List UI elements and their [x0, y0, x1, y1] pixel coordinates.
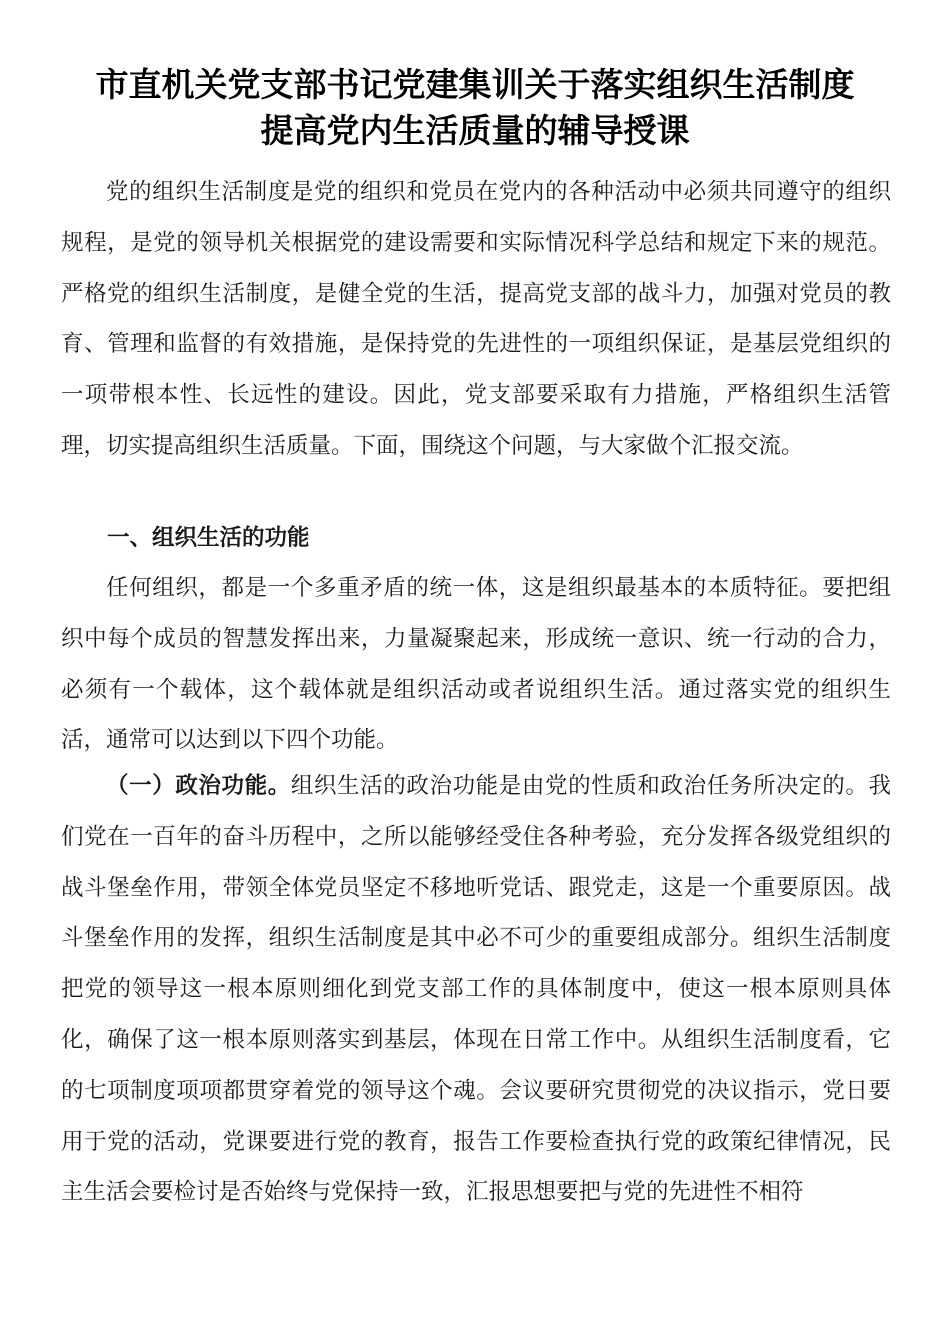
paragraph-functions-intro: 任何组织，都是一个多重矛盾的统一体，这是组织最基本的本质特征。要把组织中每个成员的智慧发挥出来，力量凝聚起来，形成统一意识、统一行动的合力，必须有一个载体，这个载体就是组织活动或者说组织生活。通过落实党的组织生活，通常可以达到以下四个功能。 [61, 575, 891, 754]
paragraph-lead-label: （一）政治功能。 [106, 773, 291, 799]
document-title-line-2: 提高党内生活质量的辅导授课 [260, 111, 690, 150]
section-heading-1: 一、组织生活的功能 [107, 525, 310, 551]
document-title-line-1: 市直机关党支部书记党建集训关于落实组织生活制度 [95, 65, 855, 104]
paragraph-political-function [61, 761, 891, 1218]
paragraph-intro: 党的组织生活制度是党的组织和党员在党内的各种活动中必须共同遵守的组织规程，是党的领导机关根据党的建设需要和实际情况科学总结和规定下来的规范。严格党的组织生活制度，是健全党的生活，提高党支部的战斗力，加强对党员的教育、管理和监督的有效措施，是保持党的先进性的一项组织保证，是基层党组织的一项带根本性、长远性的建设。因此，党支部要采取有力措施，严格组织生活管理，切实提高组织生活质量。下面，围绕这个问题，与大家做个汇报交流。 [61, 179, 891, 459]
paragraph-body-text: 组织生活的政治功能是由党的性质和政治任务所决定的。我们党在一百年的奋斗历程中，之所以能够经受住各种考验，充分发挥各级党组织的战斗堡垒作用，带领全体党员坚定不移地听党话、跟党走，这是一个重要原因。战斗堡垒作用的发挥，组织生活制度是其中必不可少的重要组成部分。组织生活制度把党的领导这一根本原则细化到党支部工作的具体制度中，使这一根本原则具体化，确保了这一根本原则落实到基层，体现在日常工作中。从组织生活制度看，它的七项制度项项都贯穿着党的领导这个魂。会议要研究贯彻党的决议指示，党日要用于党的活动，党课要进行党的教育，报告工作要检查执行党的政策纪律情况，民主生活会要检讨是否始终与党保持一致，汇报思想要把与党的先进性不相符 [61, 773, 891, 1206]
